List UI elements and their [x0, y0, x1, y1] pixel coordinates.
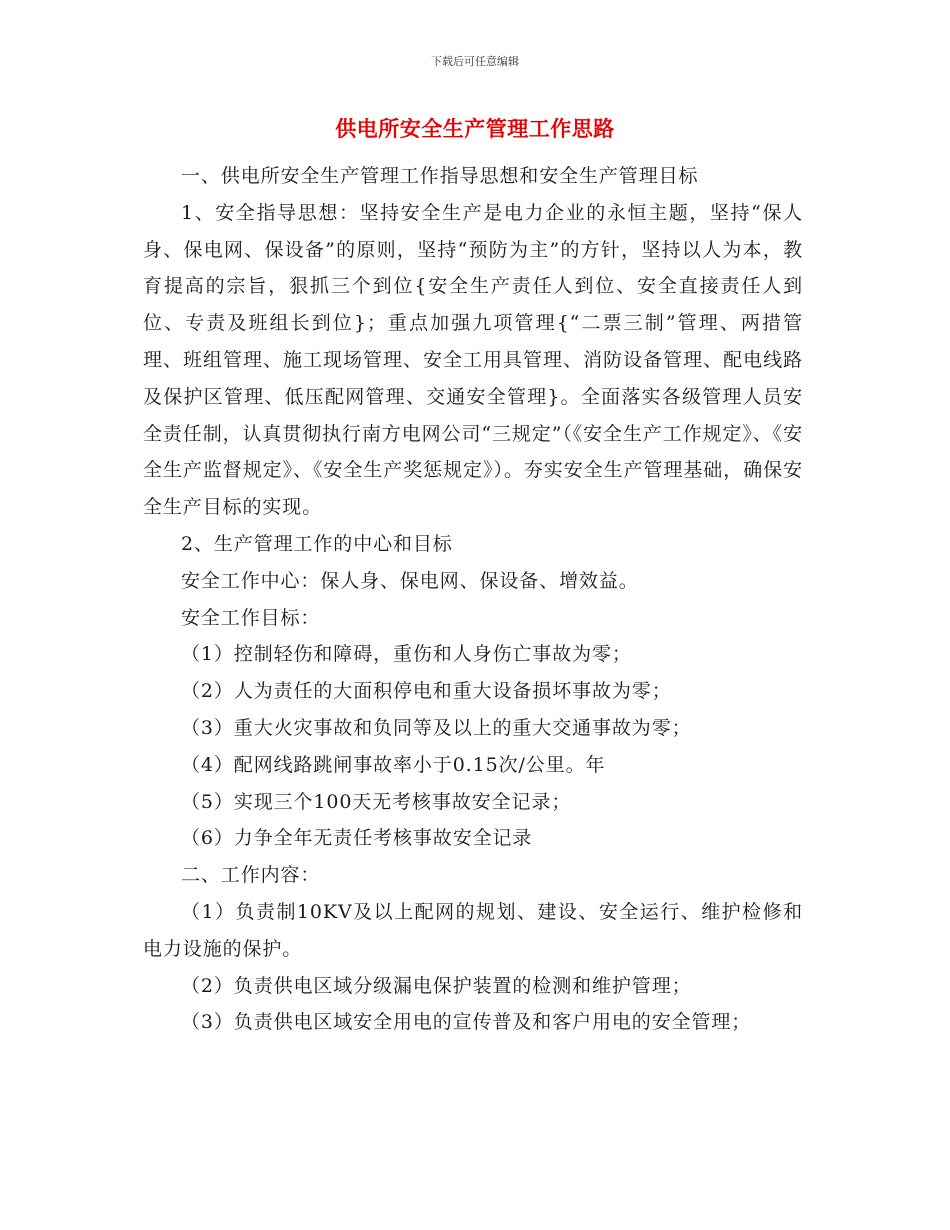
goal-item: （4）配网线路跳闸事故率小于0.15次/公里。年 — [181, 753, 606, 776]
section-heading-2: 二、工作内容： — [181, 864, 321, 887]
goal-item: （2）人为责任的大面积停电和重大设备损坏事故为零； — [181, 680, 672, 703]
page-header-note: 下载后可任意编辑 — [431, 55, 519, 68]
document-body — [143, 158, 803, 1041]
goal-item: （6）力争全年无责任考核事故安全记录 — [181, 827, 533, 850]
paragraph-safety-goals-label: 安全工作目标： — [181, 606, 321, 629]
document-title: 供电所安全生产管理工作思路 — [335, 116, 615, 141]
work-item: （1）负责制10KV及以上配网的规划、建设、安全运行、维护检修和电力设施的保护。 — [143, 900, 803, 960]
paragraph-safety-center: 安全工作中心：保人身、保电网、保设备、增效益。 — [181, 569, 639, 592]
goal-item: （3）重大火灾事故和负同等及以上的重大交通事故为零； — [181, 716, 692, 739]
goal-item: （1）控制轻伤和障碍，重伤和人身伤亡事故为零； — [181, 643, 632, 666]
subheading-center-and-goals: 2、生产管理工作的中心和目标 — [181, 532, 453, 555]
work-item: （2）负责供电区域分级漏电保护装置的检测和维护管理； — [181, 974, 692, 997]
goal-item: （5）实现三个100天无考核事故安全记录； — [181, 790, 572, 813]
paragraph-guiding-thought: 1、安全指导思想：坚持安全生产是电力企业的永恒主题，坚持“保人身、保电网、保设备”的原则，坚持“预防为主”的方针，坚持以人为本，教育提高的宗旨，狠抓三个到位{安全生产责任人到位、安全直接责任人到位、专责及班组长到位}；重点加强九项管理{“二票三制”管理、两措管理、班组管理、施工现场管理、安全工用具管理、消防设备管理、配电线路及保护区管理、低压配网管理、交通安全管理}。全面落实各级管理人员安全责任制，认真贯彻执行南方电网公司“三规定”（《安全生产工作规定》、《安全生产监督规定》、《安全生产奖惩规定》）。夯实安全生产管理基础，确保安全生产目标的实现。 — [143, 201, 803, 519]
work-item: （3）负责供电区域安全用电的宣传普及和客户用电的安全管理； — [181, 1011, 752, 1034]
section-heading-1: 一、供电所安全生产管理工作指导思想和安全生产管理目标 — [181, 165, 699, 187]
